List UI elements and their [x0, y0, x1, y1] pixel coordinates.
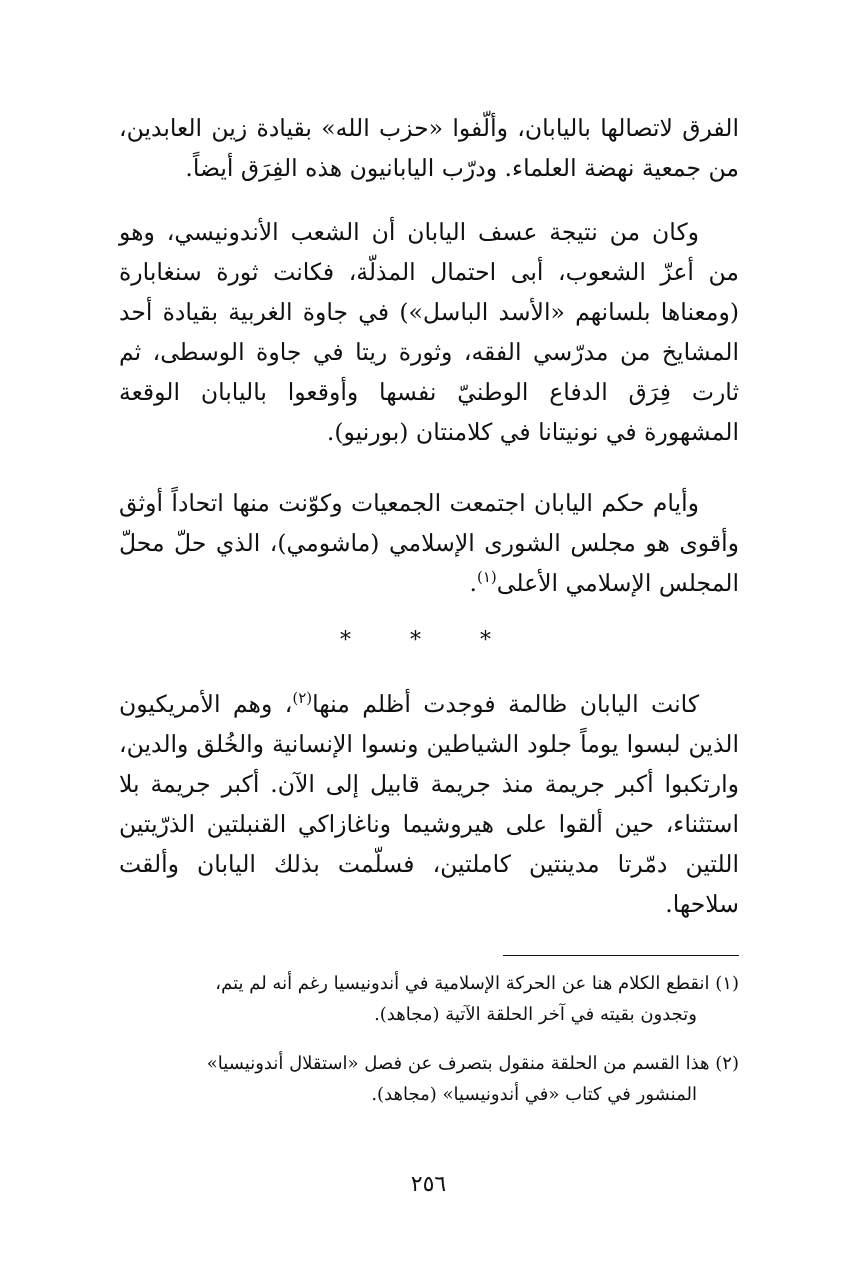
paragraph-revolts	[119, 212, 739, 452]
footnote-text-continued: وتجدون بقيته في آخر الحلقة الآتية (مجاهد).	[374, 1004, 697, 1025]
footnote-reference-2[interactable]: (٢)	[292, 689, 313, 708]
footnote-text: انقطع الكلام هنا عن الحركة الإسلامية في أندونيسيا رغم أنه لم يتم،	[215, 973, 710, 994]
paragraph-text-rest: ، وهم الأمريكيون الذين لبسوا يوماً جلود الشياطين ونسوا الإنسانية والخُلق والدين، وارتكبوا أكبر جريمة منذ جريمة قابيل إلى الآن. أكبر جريمة بلا استثناء، حين ألقوا على هيروشيما وناغازاكي القنبلتين الذرّيتين اللتين دمّرتا مدينتين كاملتين، فسلّمت بذلك اليابان وألقت سلاحها.	[119, 690, 739, 918]
paragraph-masyumi	[119, 483, 739, 603]
footnote-divider	[503, 955, 739, 956]
footnote-number: (٢)	[715, 1053, 739, 1074]
paragraph-atomic-bomb	[119, 684, 739, 924]
paragraph-text: وأيام حكم اليابان اجتمعت الجمعيات وكوّنت منها اتحاداً أوثق وأقوى هو مجلس الشورى الإسلامي (ماشومي)، الذي حلّ محلّ المجلس الإسلامي الأعلى	[119, 489, 739, 597]
paragraph-text: كانت اليابان ظالمة فوجدت أظلم منها	[312, 690, 700, 718]
footnote-text-continued: المنشور في كتاب «في أندونيسيا» (مجاهد).	[371, 1084, 697, 1105]
paragraph-continuation	[119, 108, 739, 188]
footnote-1	[119, 968, 739, 1030]
page-number: ٢٥٦	[410, 1172, 447, 1197]
footnote-2	[119, 1048, 739, 1110]
footnote-text: هذا القسم من الحلقة منقول بتصرف عن فصل «استقلال أندونيسيا»	[206, 1053, 710, 1074]
paragraph-text: الفرق لاتصالها باليابان، وألّفوا «حزب الله» بقيادة زين العابدين، من جمعية نهضة العلماء. ودرّب اليابانيون هذه الفِرَق أيضاً.	[119, 114, 739, 182]
section-separator: * * *	[340, 628, 517, 653]
footnote-reference-1[interactable]: (١)	[476, 568, 497, 587]
footnote-number: (١)	[715, 973, 739, 994]
paragraph-end: .	[469, 569, 477, 597]
paragraph-text: وكان من نتيجة عسف اليابان أن الشعب الأندونيسي، وهو من أعزّ الشعوب، أبى احتمال المذلّة، فكانت ثورة سنغابارة (ومعناها بلسانهم «الأسد الباسل») في جاوة الغربية بقيادة أحد المشايخ من مدرّسي الفقه، وثورة ريتا في جاوة الوسطى، ثم ثارت فِرَق الدفاع الوطنيّ نفسها وأوقعوا باليابان الوقعة المشهورة في نونيتانا في كلامنتان (بورنيو).	[119, 218, 739, 446]
